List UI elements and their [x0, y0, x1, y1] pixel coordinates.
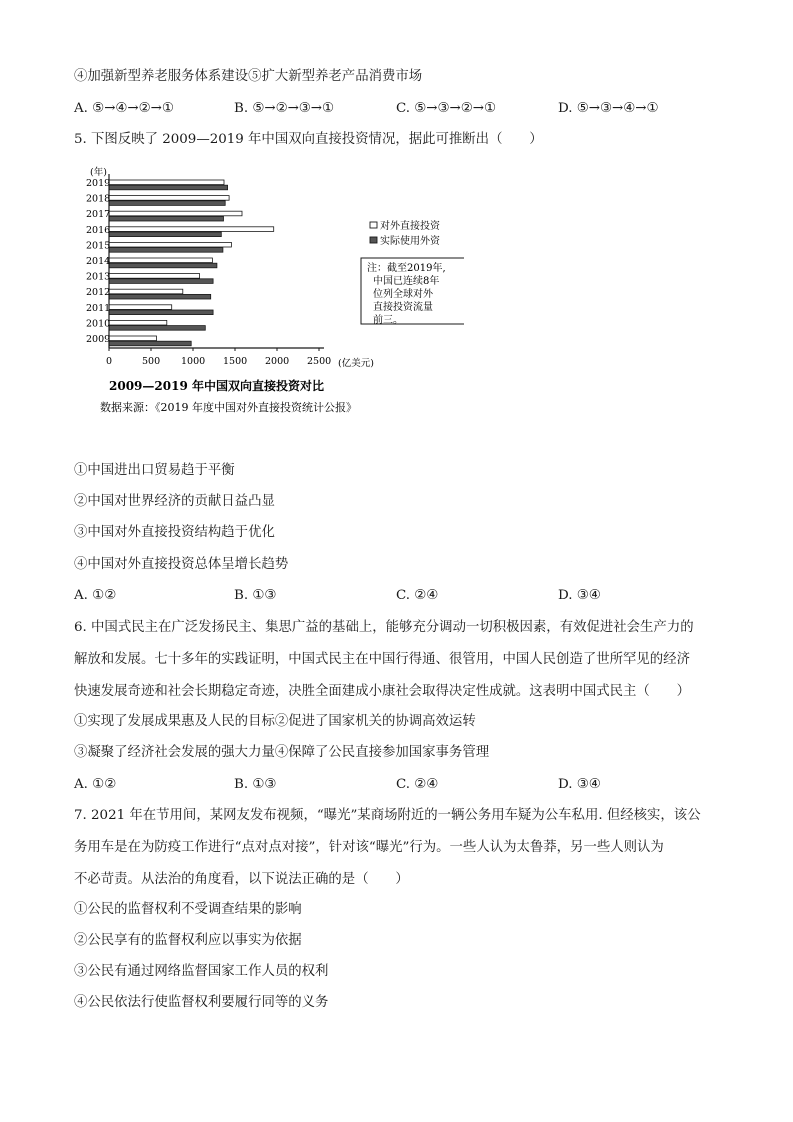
year-label-2017: 2017 [86, 209, 111, 221]
q4-option-c[interactable]: C. ⑤→③→②→① [396, 101, 496, 116]
investment-bar-chart [84, 160, 464, 422]
q5-item-4: ④中国对外直接投资总体呈增长趋势 [74, 557, 289, 572]
q5-item-2: ②中国对世界经济的贡献日益凸显 [74, 494, 275, 509]
chart-title: 2009—2019 年中国双向直接投资对比 [109, 379, 324, 393]
bar-outbound-2013 [109, 274, 200, 279]
note-line-3: 位列全球对外 [373, 289, 433, 300]
q5-option-d[interactable]: D. ③④ [558, 588, 601, 603]
q5-option-a[interactable]: A. ①② [74, 588, 117, 603]
q4-options [74, 100, 724, 118]
q5-option-b[interactable]: B. ①③ [234, 588, 277, 603]
year-label-2013: 2013 [86, 271, 111, 283]
legend-inbound-swatch [370, 237, 377, 243]
q7-item-2: ②公民享有的监督权利应以事实为依据 [74, 933, 302, 948]
q6-option-a[interactable]: A. ①② [74, 777, 117, 792]
bar-inbound-2014 [109, 263, 217, 268]
chart-source: 数据来源：《2019 年度中国对外直接投资统计公报》 [100, 401, 357, 414]
q4-option-d[interactable]: D. ⑤→③→④→① [558, 101, 659, 116]
legend-outbound-swatch [370, 222, 377, 228]
x-tick-labels [106, 348, 331, 367]
bar-inbound-2010 [109, 326, 205, 331]
q4-item-line: ④加强新型养老服务体系建设⑤扩大新型养老产品消费市场 [74, 69, 423, 84]
q6-options [74, 776, 724, 794]
q6-option-d[interactable]: D. ③④ [558, 777, 601, 792]
q7-stem-line-1: 7. 2021 年在节用间，某网友发布视频，“曝光”某商场附近的一辆公务用车疑为公车私用. 但经核实，该公 [74, 808, 701, 823]
bar-outbound-2019 [109, 180, 224, 185]
year-label-2010: 2010 [86, 318, 111, 330]
q6-option-b[interactable]: B. ①③ [234, 777, 277, 792]
year-label-2018: 2018 [86, 193, 111, 205]
x-tick-label-1500: 1500 [223, 356, 248, 367]
bar-outbound-2011 [109, 305, 172, 310]
q7-stem-line-2: 务用车是在为防疫工作进行“点对点对接”，针对该“曝光”行为。一些人认为太鲁莽，另一些人则认为 [74, 840, 664, 855]
q7-item-3: ③公民有通过网络监督国家工作人员的权利 [74, 964, 329, 979]
note-line-2: 中国已连续8年 [373, 276, 440, 287]
q6-stem-line-2: 解放和发展。七十多年的实践证明，中国式民主在中国行得通、很管用，中国人民创造了世所罕见的经济 [74, 652, 690, 667]
bar-inbound-2015 [109, 248, 223, 253]
q4-option-a[interactable]: A. ⑤→④→②→① [74, 101, 174, 116]
year-label-2014: 2014 [86, 256, 111, 267]
note-line-1: 注：截至2019年, [367, 263, 446, 274]
x-tick-label-0: 0 [106, 356, 113, 367]
year-label-2015: 2015 [86, 240, 111, 252]
year-label-2011: 2011 [86, 302, 111, 314]
year-label-2016: 2016 [86, 224, 111, 236]
bar-inbound-2013 [109, 279, 213, 284]
q5-item-3: ③中国对外直接投资结构趋于优化 [74, 525, 275, 540]
q7-stem-line-3: 不必苛责。从法治的角度看，以下说法正确的是（ ） [74, 872, 409, 887]
q7-item-1: ①公民的监督权利不受调查结果的影响 [74, 902, 302, 917]
bar-outbound-2012 [109, 289, 183, 294]
q6-stem-line-1: 6. 中国式民主在广泛发扬民主、集思广益的基础上，能够充分调动一切积极因素，有效促进社会生产力的 [74, 620, 694, 635]
q5-stem: 5. 下图反映了 2009—2019 年中国双向直接投资情况，据此可推断出（ ） [74, 132, 543, 147]
chart-bars [109, 180, 274, 346]
bar-outbound-2016 [109, 227, 274, 232]
y-unit-label: (年) [90, 167, 107, 178]
bar-inbound-2016 [109, 232, 221, 237]
q5-option-c[interactable]: C. ②④ [396, 588, 439, 603]
bar-outbound-2014 [109, 258, 212, 263]
q5-item-1: ①中国进出口贸易趋于平衡 [74, 463, 235, 478]
bar-outbound-2010 [109, 320, 167, 325]
bar-inbound-2018 [109, 201, 225, 206]
year-label-2019: 2019 [86, 178, 111, 189]
q6-item-line-2: ③凝聚了经济社会发展的强大力量④保障了公民直接参加国家事务管理 [74, 745, 490, 760]
legend-outbound-label: 对外直接投资 [380, 221, 440, 232]
x-tick-label-2000: 2000 [265, 356, 290, 367]
bar-outbound-2017 [109, 211, 242, 216]
q6-option-c[interactable]: C. ②④ [396, 777, 439, 792]
year-label-2009: 2009 [86, 334, 111, 345]
q5-options [74, 587, 724, 605]
bar-outbound-2015 [109, 242, 231, 247]
legend-inbound-label: 实际使用外资 [380, 236, 440, 247]
year-labels [86, 178, 110, 345]
year-label-2012: 2012 [86, 287, 111, 299]
q4-option-b[interactable]: B. ⑤→②→③→① [234, 101, 335, 116]
q6-item-line-1: ①实现了发展成果惠及人民的目标②促进了国家机关的协调高效运转 [74, 714, 476, 729]
note-line-4: 直接投资流量 [373, 302, 433, 313]
bar-outbound-2009 [109, 336, 157, 341]
x-tick-label-500: 500 [142, 356, 161, 367]
bar-outbound-2018 [109, 196, 229, 201]
bar-inbound-2009 [109, 341, 191, 346]
q6-stem-line-3: 快速发展奇迹和社会长期稳定奇迹，决胜全面建成小康社会取得决定性成就。这表明中国式民主（ ） [74, 684, 690, 699]
bar-inbound-2011 [109, 310, 213, 315]
x-unit-label: (亿美元) [338, 358, 374, 369]
bar-inbound-2017 [109, 216, 224, 221]
x-tick-label-1000: 1000 [181, 356, 206, 367]
q7-item-4: ④公民依法行使监督权利要履行同等的义务 [74, 995, 329, 1010]
bar-inbound-2019 [109, 185, 228, 190]
note-line-5: 前三。 [373, 315, 403, 326]
bar-inbound-2012 [109, 294, 211, 299]
x-tick-label-2500: 2500 [307, 356, 332, 367]
